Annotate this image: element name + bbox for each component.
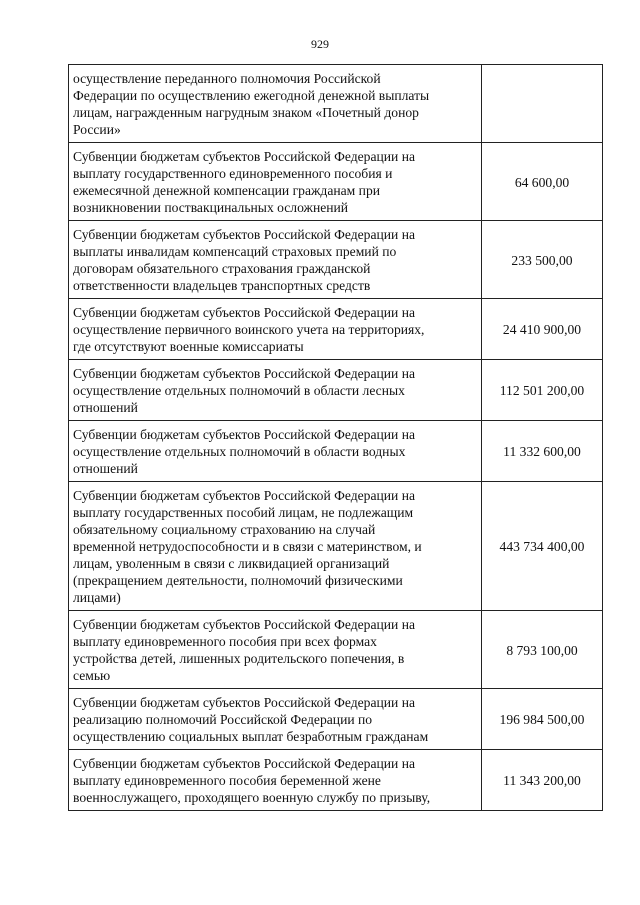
- description-line: отношений: [73, 461, 138, 476]
- description-line: Субвенции бюджетам субъектов Российской Федерации на: [73, 617, 416, 632]
- description-line: осуществление переданного полномочия Российской: [73, 71, 381, 86]
- row-amount: [482, 65, 603, 143]
- row-amount: 233 500,00: [482, 221, 603, 299]
- row-description: [69, 221, 482, 299]
- row-amount: 196 984 500,00: [482, 689, 603, 750]
- description-line: осуществление первичного воинского учета на территориях,: [73, 322, 425, 337]
- description-line: выплату единовременного пособия при всех формах: [73, 634, 377, 649]
- row-description: [69, 689, 482, 750]
- row-amount: 11 343 200,00: [482, 750, 603, 811]
- budget-table-body: [69, 65, 603, 811]
- page-number: 929: [311, 37, 329, 51]
- table-row: [69, 299, 603, 360]
- row-description: [69, 611, 482, 689]
- description-line: лицам, награжденным нагрудным знаком «Почетный донор: [73, 105, 419, 120]
- description-line: военнослужащего, проходящего военную службу по призыву,: [73, 790, 431, 805]
- description-line: выплату государственных пособий лицам, не подлежащим: [73, 505, 414, 520]
- description-line: (прекращением деятельности, полномочий физическими: [73, 573, 403, 588]
- table-row: [69, 360, 603, 421]
- description-line: обязательному социальному страхованию на случай: [73, 522, 376, 537]
- table-row: [69, 750, 603, 811]
- description-line: лицами): [73, 590, 121, 605]
- table-row: [69, 421, 603, 482]
- row-description: [69, 360, 482, 421]
- description-line: выплату единовременного пособия беременной жене: [73, 773, 381, 788]
- description-line: реализацию полномочий Российской Федерации по: [73, 712, 373, 727]
- row-description: [69, 299, 482, 360]
- description-line: осуществлению социальных выплат безработным гражданам: [73, 729, 429, 744]
- table-row: [69, 65, 603, 143]
- table-row: [69, 221, 603, 299]
- description-line: осуществление отдельных полномочий в области водных: [73, 444, 406, 459]
- row-amount: 11 332 600,00: [482, 421, 603, 482]
- description-line: Субвенции бюджетам субъектов Российской Федерации на: [73, 756, 416, 771]
- row-description: [69, 482, 482, 611]
- row-description: [69, 65, 482, 143]
- description-line: лицам, уволенным в связи с ликвидацией организаций: [73, 556, 390, 571]
- row-amount: 443 734 400,00: [482, 482, 603, 611]
- budget-table: [68, 64, 603, 811]
- description-line: Субвенции бюджетам субъектов Российской Федерации на: [73, 366, 416, 381]
- row-amount: 112 501 200,00: [482, 360, 603, 421]
- description-line: выплату государственного единовременного пособия и: [73, 166, 393, 181]
- description-line: временной нетрудоспособности и в связи с материнством, и: [73, 539, 422, 554]
- description-line: России»: [73, 122, 121, 137]
- row-amount: 8 793 100,00: [482, 611, 603, 689]
- description-line: возникновении поствакцинальных осложнений: [73, 200, 349, 215]
- description-line: где отсутствуют военные комиссариаты: [73, 339, 304, 354]
- table-row: [69, 689, 603, 750]
- description-line: отношений: [73, 400, 138, 415]
- description-line: ежемесячной денежной компенсации гражданам при: [73, 183, 381, 198]
- table-row: [69, 611, 603, 689]
- description-line: Субвенции бюджетам субъектов Российской Федерации на: [73, 488, 416, 503]
- row-amount: 64 600,00: [482, 143, 603, 221]
- description-line: устройства детей, лишенных родительского попечения, в: [73, 651, 405, 666]
- description-line: Субвенции бюджетам субъектов Российской Федерации на: [73, 149, 416, 164]
- description-line: ответственности владельцев транспортных средств: [73, 278, 371, 293]
- row-description: [69, 143, 482, 221]
- description-line: Субвенции бюджетам субъектов Российской Федерации на: [73, 427, 416, 442]
- description-line: Субвенции бюджетам субъектов Российской Федерации на: [73, 227, 416, 242]
- description-line: семью: [73, 668, 111, 683]
- description-line: Федерации по осуществлению ежегодной денежной выплаты: [73, 88, 430, 103]
- description-line: осуществление отдельных полномочий в области лесных: [73, 383, 405, 398]
- table-row: [69, 143, 603, 221]
- row-description: [69, 750, 482, 811]
- description-line: Субвенции бюджетам субъектов Российской Федерации на: [73, 695, 416, 710]
- row-amount: 24 410 900,00: [482, 299, 603, 360]
- row-description: [69, 421, 482, 482]
- description-line: договорам обязательного страхования гражданской: [73, 261, 371, 276]
- description-line: Субвенции бюджетам субъектов Российской Федерации на: [73, 305, 416, 320]
- description-line: выплаты инвалидам компенсаций страховых премий по: [73, 244, 397, 259]
- table-row: [69, 482, 603, 611]
